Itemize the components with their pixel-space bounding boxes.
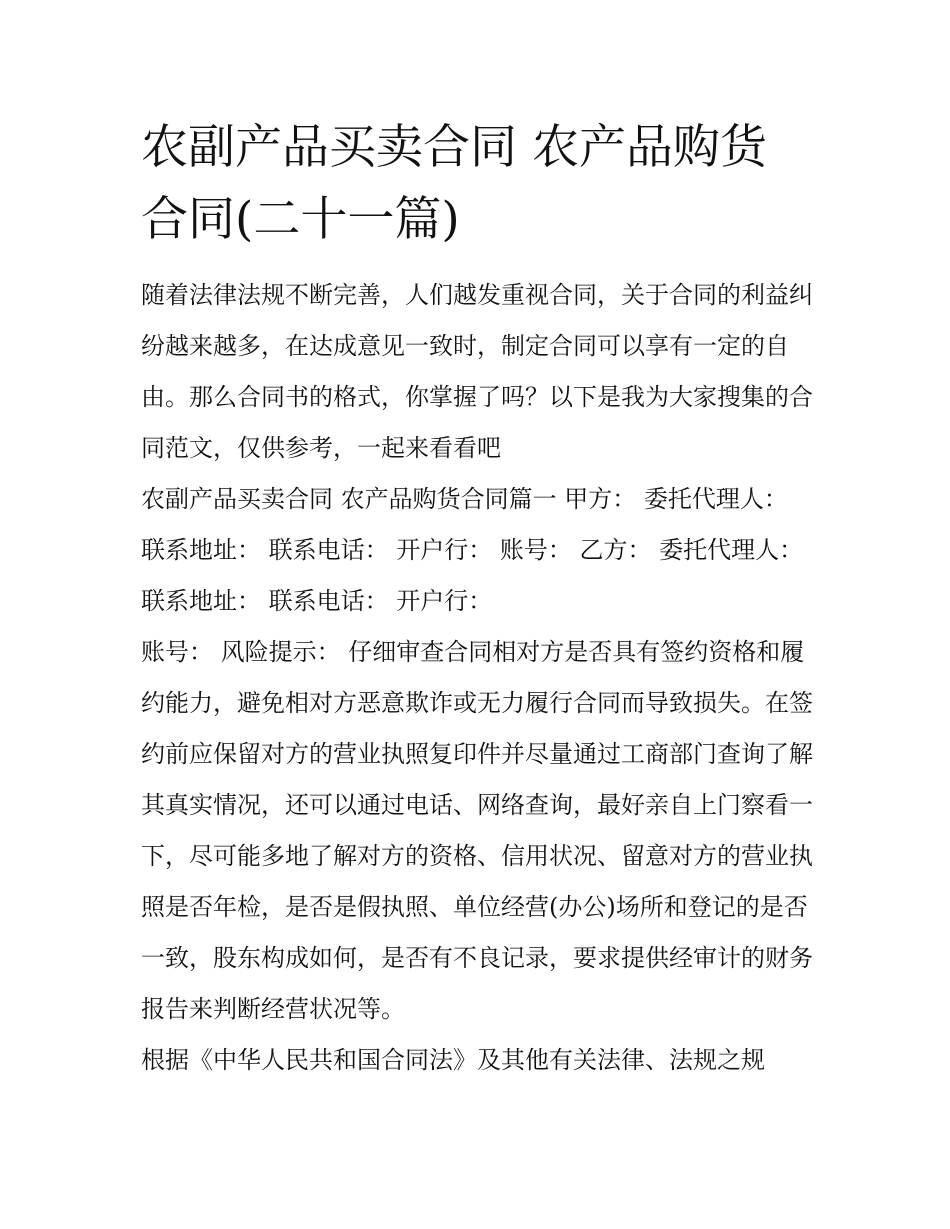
document-title: 农副产品买卖合同 农产品购货合同(二十一篇) [141,120,767,247]
intro-paragraph: 随着法律法规不断完善，人们越发重视合同，关于合同的利益纠纷越来越多，在达成意见一致时，制定合同可以享有一定的自由。那么合同书的格式，你掌握了吗？以下是我为大家搜集的合同范文，仅供参考，一起来看看吧 [141,281,813,462]
risk-notice-paragraph: 账号： 风险提示： 仔细审查合同相对方是否具有签约资格和履约能力，避免相对方恶意欺诈或无力履行合同而导致损失。在签约前应保留对方的营业执照复印件并尽量通过工商部门查询了解其真实情况，还可以通过电话、网络查询，最好亲自上门察看一下，尽可能多地了解对方的资格、信用状况、留意对方的营业执照是否年检，是否是假执照、单位经营(办公)场所和登记的是否一致，股东构成如何，是否有不良记录，要求提供经审计的财务报告来判断经营状况等。 [141,638,813,1023]
document-body [141,112,813,1086]
parties-paragraph: 农副产品买卖合同 农产品购货合同篇一 甲方： 委托代理人： 联系地址： 联系电话： 开户行： 账号： 乙方： 委托代理人： 联系地址： 联系电话： 开户行： [141,485,804,615]
legal-basis-paragraph: 根据《中华人民共和国合同法》及其他有关法律、法规之规 [141,1046,765,1074]
